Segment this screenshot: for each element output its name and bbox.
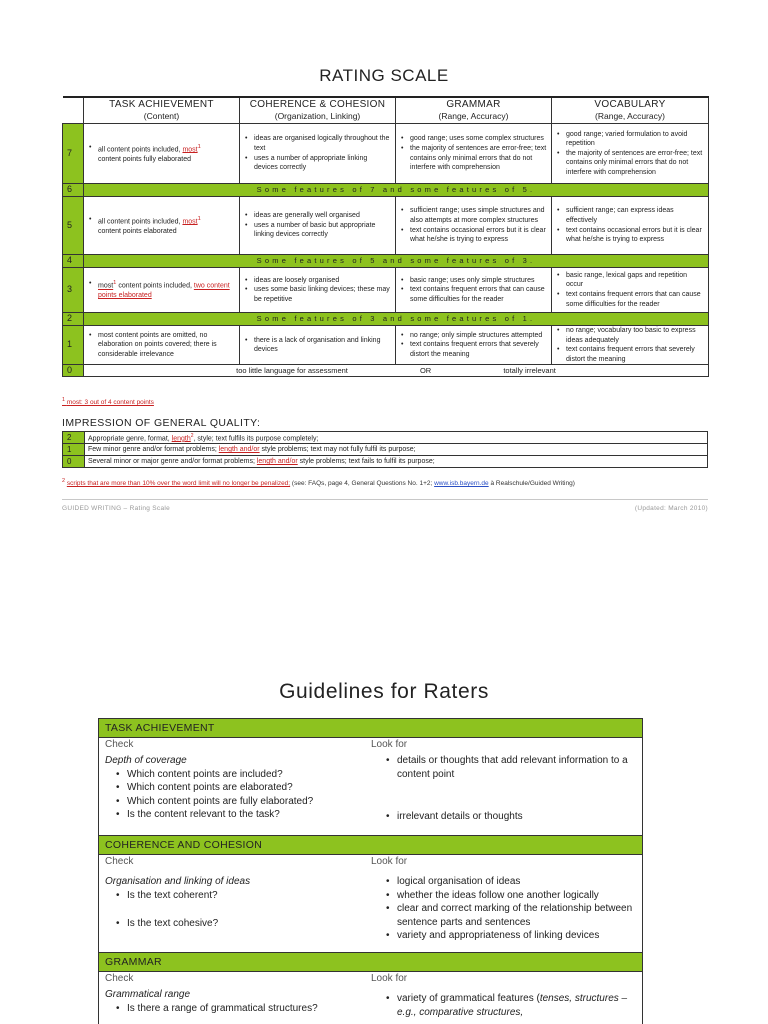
- row0-text: too little language for assessment OR totally irrelevant: [84, 365, 709, 377]
- header-vocabulary: VOCABULARY (Range, Accuracy): [552, 97, 709, 124]
- impression-table: [62, 431, 708, 468]
- guidelines-table: [98, 718, 643, 1024]
- row3-grammar: • basic range; uses only simple structures • text contains frequent errors that can cause some difficulties for the reader: [396, 268, 552, 313]
- task-check-item: • Which content points are fully elaborated?: [99, 795, 371, 809]
- row5-coherence: • ideas are generally well organised • uses a number of basic but appropriate linking devices correctly: [240, 197, 396, 255]
- row1-task: • most content points are omitted, no elaboration on points covered; there is considerable irrelevance: [84, 326, 240, 365]
- impression-row-2: [63, 432, 708, 444]
- coherence-look-item: • variety and appropriateness of linking devices: [365, 929, 636, 943]
- band-row-2: [63, 313, 709, 326]
- score-row-3: [63, 268, 709, 313]
- impression-row-1: [63, 444, 708, 456]
- grammar-checks: [99, 988, 371, 1019]
- task-check-item: • Which content points are elaborated?: [99, 781, 371, 795]
- rating-scale-table: [62, 96, 709, 377]
- grammar-body: [99, 972, 642, 1024]
- section-grammar: GRAMMAR: [99, 953, 642, 972]
- task-look-item: • details or thoughts that add relevant information to a content point: [365, 754, 636, 781]
- row1-vocabulary: • no range; vocabulary too basic to express ideas adequately • text contains frequent errors that severely distort the meaning: [552, 326, 709, 365]
- header-grammar: GRAMMAR (Range, Accuracy): [396, 97, 552, 124]
- row5-vocabulary: • sufficient range; can express ideas effectively • text contains occasional errors but it is clear what he/she is trying to express: [552, 197, 709, 255]
- section-task-achievement: TASK ACHIEVEMENT: [99, 719, 642, 738]
- score-6: 6: [63, 184, 84, 197]
- coherence-look-item: • whether the ideas follow one another logically: [365, 889, 636, 903]
- row1-coherence: • there is a lack of organisation and linking devices: [240, 326, 396, 365]
- check-label: Check: [105, 856, 134, 867]
- check-label: Check: [105, 739, 134, 750]
- impression-score-1: 1: [63, 444, 85, 456]
- row7-task: • all content points included, most$^1$ content points fully elaborated: [84, 124, 240, 184]
- task-looks: [371, 754, 642, 824]
- row3-vocabulary: • basic range, lexical gaps and repetition occur • text contains frequent errors that can cause some difficulties for the reader: [552, 268, 709, 313]
- band-2-text: Some features of 3 and some features of 1.: [84, 313, 709, 326]
- task-row: [99, 754, 642, 824]
- footer-right: (Updated: March 2010): [634, 505, 708, 512]
- row3-task: • most$^1$ content points included, two content points elaborated: [84, 268, 240, 313]
- coherence-check-item: • Is the text coherent?: [99, 889, 371, 903]
- impression-text-1: Few minor genre and/or format problems; length and/or style problems; text may not fully fulfil its purpose;: [85, 444, 708, 456]
- score-7: 7: [63, 124, 84, 184]
- coherence-looks: [371, 871, 642, 943]
- task-subhead: Depth of coverage: [105, 755, 187, 766]
- task-achievement-body: [99, 738, 642, 836]
- row5-grammar: • sufficient range; uses simple structures and also attempts at more complex structures • text contains occasional errors but it is clear what he/she is trying to express: [396, 197, 552, 255]
- grammar-row: [99, 988, 642, 1019]
- score-row-7: [63, 124, 709, 184]
- grammar-subhead: Grammatical range: [105, 989, 191, 1000]
- rating-scale-title: RATING SCALE: [319, 66, 449, 85]
- band-4-text: Some features of 5 and some features of 3.: [84, 255, 709, 268]
- coherence-checks: [99, 871, 371, 943]
- task-check-item: • Which content points are included?: [99, 768, 371, 782]
- score-row-0: [63, 365, 709, 377]
- band-row-6: [63, 184, 709, 197]
- isb-link[interactable]: www.isb.bayern.de: [434, 480, 489, 488]
- score-5: 5: [63, 197, 84, 255]
- rating-header-row: [63, 97, 709, 124]
- impression-title: IMPRESSION OF GENERAL QUALITY:: [62, 417, 261, 429]
- impression-text-0: Several minor or major genre and/or format problems; length and/or style problems; text fails to fulfil its purpose;: [85, 456, 708, 468]
- check-label: Check: [105, 973, 134, 984]
- impression-row-0: [63, 456, 708, 468]
- footnote-1: $^1$ most: 3 out of 4 content points: [62, 397, 154, 407]
- impression-score-0: 0: [63, 456, 85, 468]
- coherence-body: [99, 855, 642, 953]
- band-row-4: [63, 255, 709, 268]
- look-for-label: Look for: [371, 739, 408, 750]
- footnote-2: $^2$ scripts that are more than 10% over the word limit will no longer be penalized; (see: FAQs, page 4, General Questions No. 1+2; www.isb.bayern.de à Realschule/Guided Writing): [62, 478, 575, 488]
- coherence-col-headers: [99, 855, 642, 869]
- row7-vocabulary: • good range; varied formulation to avoid repetition • the majority of sentences are error-free; text contains only minimal errors that do not interfere with comprehension: [552, 124, 709, 184]
- footer-divider: [62, 499, 708, 500]
- header-corner: [63, 97, 84, 124]
- coherence-check-item: • Is the text cohesive?: [99, 917, 371, 931]
- row1-grammar: • no range; only simple structures attempted • text contains frequent errors that severely distort the meaning: [396, 326, 552, 365]
- score-row-5: [63, 197, 709, 255]
- row7-coherence: • ideas are organised logically throughout the text • uses a number of appropriate linking devices correctly: [240, 124, 396, 184]
- score-2: 2: [63, 313, 84, 326]
- task-col-headers: [99, 738, 642, 752]
- task-look-item: • irrelevant details or thoughts: [365, 810, 636, 824]
- row3-coherence: • ideas are loosely organised • uses some basic linking devices; these may be repetitive: [240, 268, 396, 313]
- look-for-label: Look for: [371, 973, 408, 984]
- impression-score-2: 2: [63, 432, 85, 444]
- coherence-look-item: • clear and correct marking of the relationship between sentence parts and sentences: [365, 902, 636, 929]
- row7-grammar: • good range; uses some complex structures • the majority of sentences are error-free; text contains only minimal errors that do not interfere with comprehension: [396, 124, 552, 184]
- grammar-check-item: • Is there a range of grammatical structures?: [99, 1002, 371, 1016]
- coherence-subhead: Organisation and linking of ideas: [105, 876, 251, 887]
- grammar-looks: [371, 988, 642, 1019]
- band-6-text: Some features of 7 and some features of 5.: [84, 184, 709, 197]
- grammar-look-item: • variety of grammatical features (tenses, structures – e.g., comparative structures,: [365, 992, 636, 1019]
- coherence-look-item: • logical organisation of ideas: [365, 875, 636, 889]
- score-0: 0: [63, 365, 84, 377]
- task-check-item: • Is the content relevant to the task?: [99, 808, 371, 822]
- impression-text-2: Appropriate genre, format, length$^2$, style; text fulfils its purpose completely;: [85, 432, 708, 444]
- score-1: 1: [63, 326, 84, 365]
- header-coherence: COHERENCE & COHESION (Organization, Linking): [240, 97, 396, 124]
- coherence-row: [99, 871, 642, 943]
- row5-task: • all content points included, most$^1$ content points elaborated: [84, 197, 240, 255]
- score-3: 3: [63, 268, 84, 313]
- score-4: 4: [63, 255, 84, 268]
- task-checks: [99, 754, 371, 824]
- section-coherence: COHERENCE AND COHESION: [99, 836, 642, 855]
- look-for-label: Look for: [371, 856, 408, 867]
- guidelines-title: Guidelines for Raters: [279, 680, 489, 703]
- header-task-achievement: TASK ACHIEVEMENT (Content): [84, 97, 240, 124]
- grammar-col-headers: [99, 972, 642, 986]
- footer-left: GUIDED WRITING – Rating Scale: [62, 505, 171, 512]
- score-row-1: [63, 326, 709, 365]
